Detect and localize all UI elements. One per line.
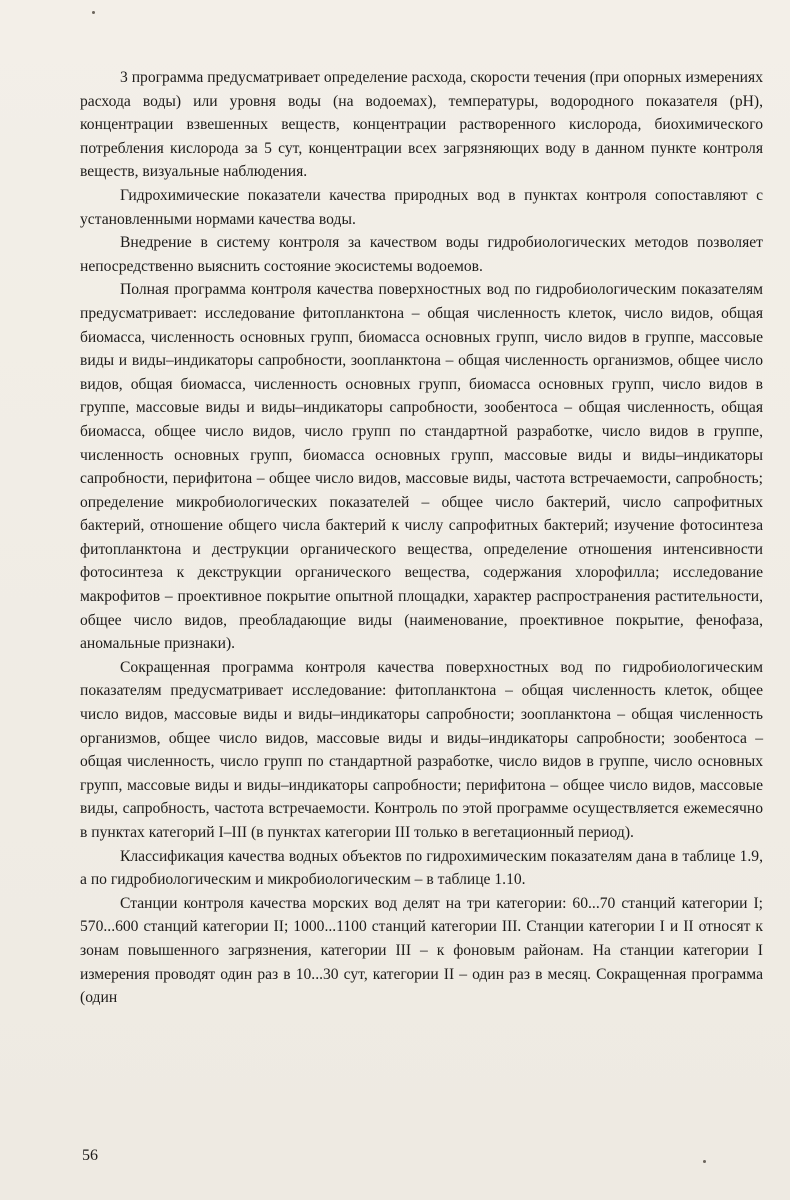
- paragraph-marine-stations: Станции контроля качества морских вод делят на три категории: 60...70 станций категории I; 570...600 станций категории II; 1000...1100 станций категории III. Станции категории I и II относят к зонам повышенного загрязнения, категории III – к фоновым районам. На станции категории I измерения проводят один раз в 10...30 сут, категории II – один раз в месяц. Сокращенная программа (один: [80, 894, 763, 1007]
- page-number: 56: [82, 1147, 98, 1164]
- paragraph-hydrochemical-comparison: Гидрохимические показатели качества природных вод в пунктах контроля сопоставляют с установленными нормами качества воды.: [80, 186, 763, 228]
- paragraph-reduced-program: Сокращенная программа контроля качества поверхностных вод по гидробиологическим показателям предусматривает исследование: фитопланктона – общая численность клеток, общее число видов, массовые виды и виды–индикаторы сапробности; зоопланктона – общая численность организмов, общее число видов, массовые виды и виды–индикаторы сапробности; зообентоса – общая численность, число групп по стандартной разработке, число видов в группе, число основных групп, массовые виды и виды–индикаторы сапробности; перифитона – общее число видов, массовые виды, сапробность, частота встречаемости. Контроль по этой программе осуществляется ежемесячно в пунктах категорий I–III (в пунктах категории III только в вегетационный период).: [80, 658, 763, 841]
- paragraph-classification: Классификация качества водных объектов по гидрохимическим показателям дана в таблице 1.9, а по гидробиологическим и микробиологическим – в таблице 1.10.: [80, 847, 763, 889]
- speck-top: [92, 11, 95, 14]
- paragraph-program-3: 3 программа предусматривает определение расхода, скорости течения (при опорных измерениях расхода воды) или уровня воды (на водоемах), температуры, водородного показателя (рН), концентрации взвешенных веществ, концентрации растворенного кислорода, биохимического потребления кислорода за 5 сут, концентрации всех загрязняющих воду в данном пункте контроля веществ, визуальные наблюдения.: [80, 69, 763, 181]
- body-text: [80, 66, 763, 1010]
- speck-bottom: [703, 1160, 706, 1163]
- paragraph-full-program: Полная программа контроля качества поверхностных вод по гидробиологическим показателям предусматривает: исследование фитопланктона – общая численность клеток, число видов, общая биомасса, численность основных групп, биомасса основных групп, число видов в группе, массовые виды и виды–индикаторы сапробности, зоопланктона – общая численность организмов, общее число видов, общая биомасса, численность основных групп, биомасса основных групп, число видов в группе, массовые виды и виды–индикаторы сапробности, зообентоса – общая численность, общая биомасса, общее число видов, число групп по стандартной разработке, число видов в группе, численность основных групп, биомасса основных групп, массовые виды и виды–индикаторы сапробности, перифитона – общее число видов, массовые виды, частота встречаемости, сапробность; определение микробиологических показателей – общее число бактерий, число сапрофитных бактерий, отношение общего числа бактерий к числу сапрофитных бактерий; изучение фотосинтеза фитопланктона и деструкции органического вещества, определение отношения интенсивности фотосинтеза к декструкции органического вещества, содержания хлорофилла; исследование макрофитов – проективное покрытие опытной площадки, характер распространения растительности, общее число видов, преобладающие виды (наименование, проективное покрытие, фенофаза, аномальные признаки).: [80, 281, 763, 653]
- paragraph-hydrobiological-methods: Внедрение в систему контроля за качеством воды гидробиологических методов позволяет непосредственно выяснить состояние экосистемы водоемов.: [80, 234, 763, 275]
